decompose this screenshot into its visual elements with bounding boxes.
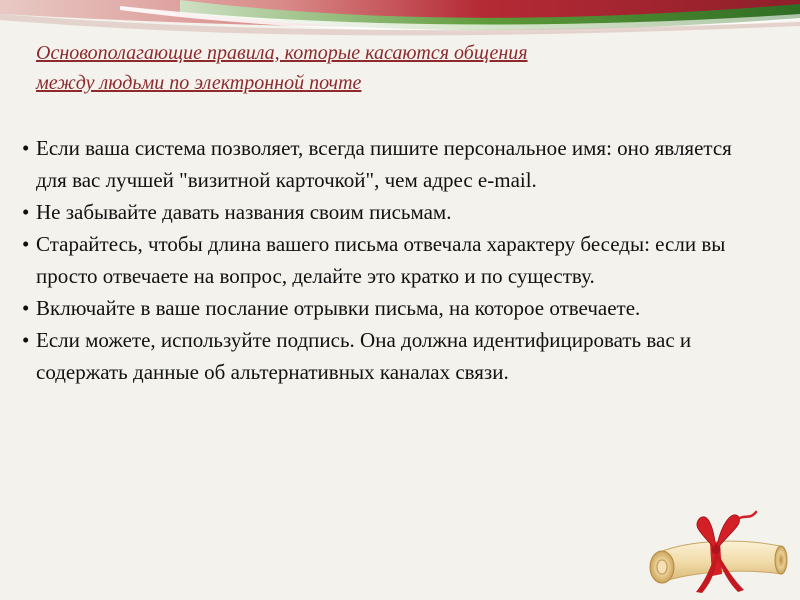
bullet-list xyxy=(22,132,742,388)
bullet-item xyxy=(22,132,742,196)
bullet-item xyxy=(22,324,742,388)
bullet-text: Старайтесь, чтобы длина вашего письма отвечала характеру беседы: если вы просто отвечаете на вопрос, делайте это кратко и по существу. xyxy=(36,232,726,288)
bullet-item xyxy=(22,196,742,228)
bullet-text: Если ваша система позволяет, всегда пишите персональное имя: оно является для вас лучшей "визитной карточкой", чем адрес e-mail. xyxy=(36,136,732,192)
bullet-dot: • xyxy=(22,328,30,352)
bullet-text: Не забывайте давать названия своим письмам. xyxy=(36,200,452,224)
slide-title-line-1: Основополагающие правила, которые касаются общения xyxy=(36,42,528,64)
bullet-dot: • xyxy=(22,136,30,160)
slide-title-line-2: между людьми по электронной почте xyxy=(36,72,362,94)
bullet-item xyxy=(22,228,742,292)
bullet-dot: • xyxy=(22,232,30,256)
bullet-text: Если можете, используйте подпись. Она должна идентифицировать вас и содержать данные об альтернативных каналах связи. xyxy=(36,328,692,384)
bullet-item xyxy=(22,292,742,324)
scroll-icon xyxy=(640,510,790,595)
bullet-dot: • xyxy=(22,200,30,224)
slide-title xyxy=(36,38,736,98)
bullet-dot: • xyxy=(22,296,30,320)
bullet-text: Включайте в ваше послание отрывки письма, на которое отвечаете. xyxy=(36,296,641,320)
